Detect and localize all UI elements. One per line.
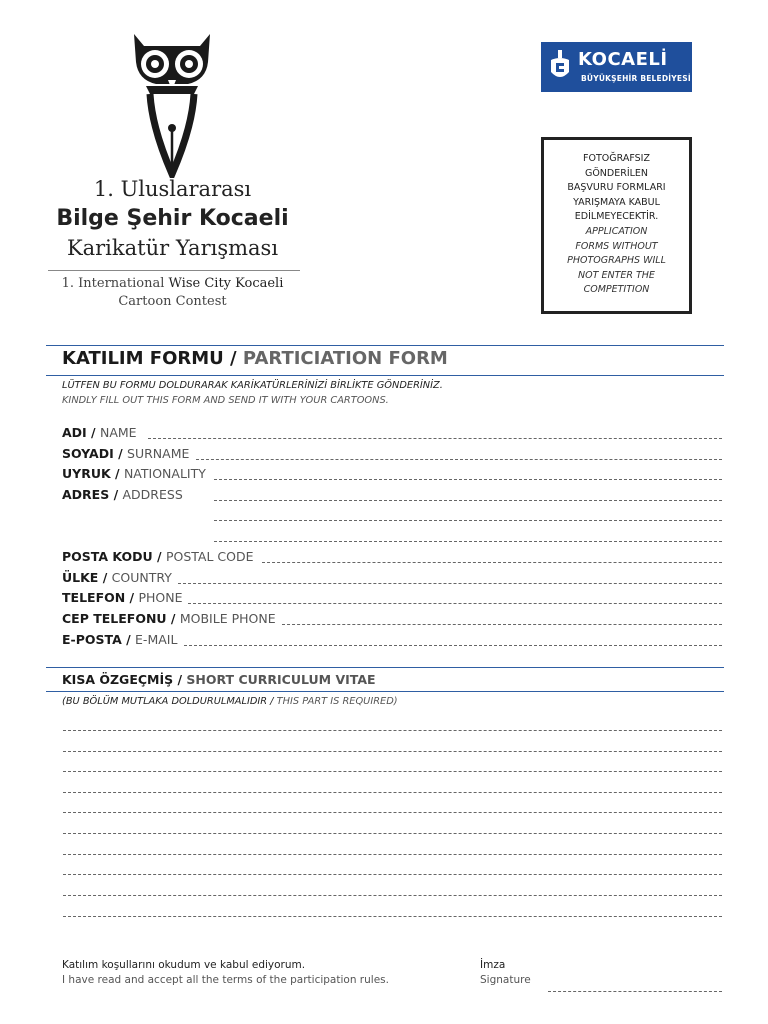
consent-text-tr: Katılım koşullarını okudum ve kabul ediyorum. (62, 959, 306, 971)
field-label-country (62, 570, 172, 585)
nationality-input-line[interactable] (214, 479, 722, 480)
cv-title-en: SHORT CURRICULUM VITAE (186, 672, 376, 687)
warning-en-line: PHOTOGRAPHS WILL (567, 255, 666, 267)
english-title-strong: Wise City Kocaeli (168, 276, 284, 291)
warning-tr-line: EDİLMEYECEKTİR. (574, 211, 659, 223)
field-label-surname (62, 446, 189, 461)
label-tr: UYRUK / (62, 466, 120, 481)
warning-en-line: COMPETITION (583, 284, 650, 296)
cv-line[interactable] (63, 895, 722, 896)
warning-en-line: APPLICATION (585, 226, 648, 237)
warning-text-tr (544, 152, 689, 225)
english-title-prefix: 1. International (61, 276, 165, 291)
cv-line[interactable] (63, 812, 722, 813)
english-title-line-2: Cartoon Contest (118, 294, 227, 309)
warning-en-line: NOT ENTER THE (578, 269, 655, 281)
cv-title-tr: KISA ÖZGEÇMİŞ / (62, 672, 183, 687)
field-label-nationality (62, 466, 206, 481)
title-line-3: Karikatür Yarışması (66, 236, 279, 260)
form-title-tr: KATILIM FORMU / (62, 348, 237, 369)
cv-line[interactable] (63, 730, 722, 731)
signature-line[interactable] (548, 991, 722, 992)
field-label-phone (62, 590, 183, 605)
signature-label-en: Signature (480, 974, 531, 986)
label-tr: ADI / (62, 425, 96, 440)
country-input-line[interactable] (178, 583, 722, 584)
owl-pen-emblem (122, 28, 222, 178)
label-tr: CEP TELEFONU / (62, 611, 176, 626)
cv-line[interactable] (63, 771, 722, 772)
label-en: POSTAL CODE (165, 549, 254, 564)
field-label-mobile-phone (62, 611, 276, 626)
warning-tr-line: YARIŞMAYA KABUL (573, 196, 660, 208)
field-label-postal-code (62, 549, 254, 564)
cv-line[interactable] (63, 854, 722, 855)
postal-code-input-line[interactable] (262, 562, 722, 563)
form-instruction-tr: LÜTFEN BU FORMU DOLDURARAK KARİKATÜRLERİNİZİ BİRLİKTE GÖNDERİNİZ. (62, 380, 443, 391)
section-rule-top (46, 345, 724, 346)
label-en: NATIONALITY (123, 466, 206, 481)
section-rule-bottom (46, 375, 724, 376)
cv-line[interactable] (63, 833, 722, 834)
logo-name: KOCAELİ (578, 49, 668, 70)
surname-input-line[interactable] (196, 459, 722, 460)
label-tr: ADRES / (62, 487, 119, 502)
cv-rule-bottom (46, 691, 724, 692)
field-label-name (62, 425, 137, 440)
label-en: NAME (99, 425, 137, 440)
consent-text-en: I have read and accept all the terms of the participation rules. (62, 974, 389, 986)
warning-tr-line: GÖNDERİLEN (584, 167, 649, 179)
english-title-line-1 (0, 276, 345, 291)
field-label-address (62, 487, 183, 502)
label-en: SURNAME (127, 446, 190, 461)
label-tr: TELEFON / (62, 590, 135, 605)
label-en: ADDRESS (122, 487, 183, 502)
cv-line[interactable] (63, 792, 722, 793)
label-en: MOBILE PHONE (179, 611, 276, 626)
form-title (62, 348, 448, 369)
title-divider (48, 270, 300, 271)
phone-input-line[interactable] (188, 603, 722, 604)
title-line-2: Bilge Şehir Kocaeli (56, 206, 289, 231)
form-instruction-en: KINDLY FILL OUT THIS FORM AND SEND IT WITH YOUR CARTOONS. (62, 395, 389, 406)
label-en: E-MAIL (135, 632, 178, 647)
label-tr: ÜLKE / (62, 570, 108, 585)
warning-tr-line: FOTOĞRAFSIZ (583, 153, 650, 164)
email-input-line[interactable] (184, 645, 722, 646)
label-en: PHONE (138, 590, 183, 605)
cv-note-tr: (BU BÖLÜM MUTLAKA DOLDURULMALIDIR / (62, 696, 274, 707)
address-input-line-1[interactable] (214, 500, 722, 501)
field-label-email (62, 632, 177, 647)
mobile-phone-input-line[interactable] (282, 624, 722, 625)
address-input-line-3[interactable] (214, 541, 722, 542)
signature-label-tr: İmza (480, 959, 506, 971)
cv-title (62, 672, 376, 687)
warning-tr-line: BAŞVURU FORMLARI (567, 182, 666, 194)
cv-line[interactable] (63, 916, 722, 917)
cv-line[interactable] (63, 751, 722, 752)
label-en: COUNTRY (111, 570, 172, 585)
form-title-en: PARTICIATION FORM (242, 348, 448, 369)
warning-text-en (544, 225, 689, 298)
municipality-mark-icon (547, 48, 573, 86)
label-tr: SOYADI / (62, 446, 123, 461)
address-input-line-2[interactable] (214, 520, 722, 521)
cv-rule-top (46, 667, 724, 668)
warning-en-line: FORMS WITHOUT (575, 240, 658, 252)
label-tr: POSTA KODU / (62, 549, 162, 564)
cv-line[interactable] (63, 874, 722, 875)
title-line-1: 1. Uluslararası (93, 177, 252, 201)
logo-subtitle: BÜYÜKŞEHİR BELEDİYESİ (581, 74, 691, 83)
label-tr: E-POSTA / (62, 632, 131, 647)
cv-requirement-note (62, 696, 398, 707)
cv-note-en: THIS PART IS REQUIRED) (276, 696, 398, 707)
name-input-line[interactable] (148, 438, 722, 439)
